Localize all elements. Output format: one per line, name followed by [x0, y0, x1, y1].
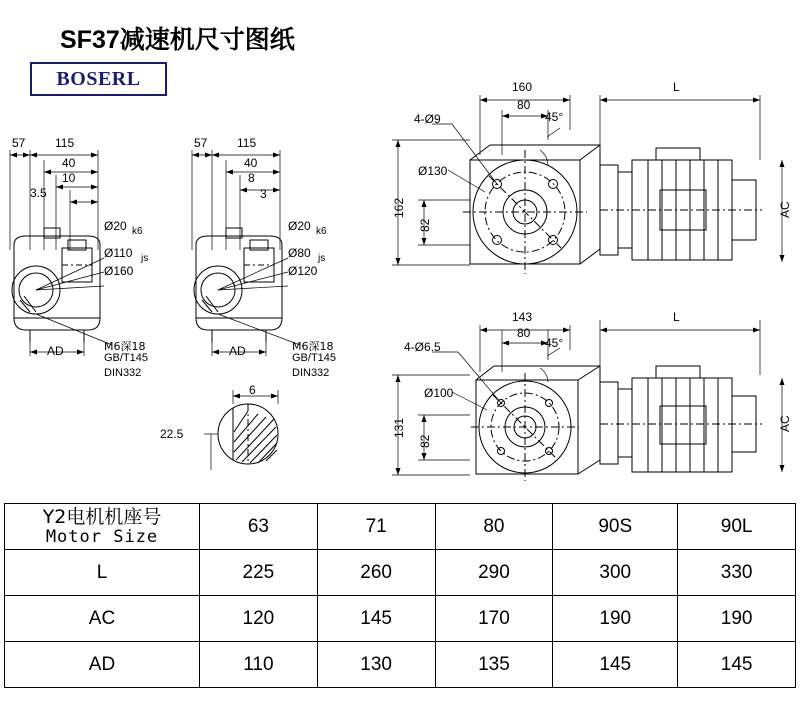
table-row: [5, 504, 796, 550]
dim-tr-45deg: 45°: [545, 110, 564, 124]
dim-left2-d20: Ø20: [288, 219, 311, 233]
table-row-header-ad: AD: [5, 642, 200, 688]
dim-left2-AD: AD: [229, 344, 246, 358]
table-cell: 170: [435, 596, 553, 642]
dim-left1-d20: Ø20: [104, 219, 127, 233]
table-cell: 135: [435, 642, 553, 688]
dim-left2-57: 57: [194, 136, 208, 150]
dim-br-AC: AC: [778, 415, 792, 432]
note-left1-m6: M6深18: [104, 340, 146, 353]
dim-br-d100: Ø100: [424, 386, 454, 400]
table-cell: 145: [678, 642, 796, 688]
dim-br-4xD65: 4-Ø6.5: [404, 340, 441, 354]
spec-table: [4, 503, 796, 688]
table-cell: 190: [553, 596, 678, 642]
dim-tr-162: 162: [392, 197, 406, 218]
dim-br-131: 131: [392, 417, 406, 438]
dim-left1-40: 40: [62, 156, 76, 170]
dim-left2-115: 115: [237, 136, 257, 150]
dim-tr-4xD9: 4-Ø9: [414, 112, 441, 126]
table-cell: 90L: [678, 504, 796, 550]
dim-tr-160: 160: [512, 80, 533, 94]
table-cell: 63: [200, 504, 318, 550]
table-row-header-ac: AC: [5, 596, 200, 642]
dim-key-6: 6: [249, 383, 256, 397]
table-row: [5, 642, 796, 688]
dim-tr-82: 82: [418, 218, 432, 232]
table-cell: 90S: [553, 504, 678, 550]
dim-key-22-5: 22.5: [160, 427, 184, 441]
dim-left1-d160: Ø160: [104, 264, 134, 278]
dim-left1-tol-k6: k6: [132, 226, 143, 237]
dim-left1-d110: Ø110: [104, 246, 133, 260]
dim-left1-tol-js: js: [141, 253, 149, 264]
dim-left2-3: 3: [260, 187, 267, 201]
dim-left1-3-5: 3.5: [30, 186, 47, 200]
note-left1-gb: GB/T145: [104, 352, 149, 364]
dim-left2-tol-js: js: [318, 253, 326, 264]
table-cell: 260: [317, 550, 435, 596]
dim-tr-d130: Ø130: [418, 164, 448, 178]
note-left2-m6: M6深18: [292, 340, 334, 353]
table-cell: 145: [317, 596, 435, 642]
dim-left1-10: 10: [62, 171, 76, 185]
dim-tr-L: L: [673, 80, 680, 94]
note-left1-din: DIN332: [104, 367, 142, 379]
table-cell: 290: [435, 550, 553, 596]
dim-tr-80: 80: [517, 98, 531, 112]
table-cell: 110: [200, 642, 318, 688]
dim-br-80: 80: [517, 326, 531, 340]
dim-left2-40: 40: [244, 156, 258, 170]
dim-left1-57: 57: [12, 136, 26, 150]
dim-left2-d120: Ø120: [288, 264, 318, 278]
page-title: SF37减速机尺寸图纸: [60, 26, 295, 54]
dim-br-L: L: [673, 310, 680, 324]
dim-tr-AC: AC: [778, 201, 792, 218]
table-row: [5, 596, 796, 642]
note-left2-din: DIN332: [292, 367, 330, 379]
dim-left2-tol-k6: k6: [316, 226, 327, 237]
table-cell: 330: [678, 550, 796, 596]
table-cell: 190: [678, 596, 796, 642]
table-cell: 300: [553, 550, 678, 596]
dim-left2-8: 8: [248, 171, 255, 185]
dim-br-143: 143: [512, 310, 533, 324]
dim-left2-d80: Ø80: [288, 246, 311, 260]
table-cell: 80: [435, 504, 553, 550]
table-cell: 120: [200, 596, 318, 642]
dim-br-82: 82: [418, 434, 432, 448]
logo-text: BOSERL: [56, 67, 141, 90]
table-row-header-l: L: [5, 550, 200, 596]
dim-br-45deg: 45°: [545, 336, 564, 350]
row-label-latin: Motor Size: [45, 526, 159, 547]
note-left2-gb: GB/T145: [292, 352, 337, 364]
table-row: [5, 550, 796, 596]
row-label-cjk: Y2电机机座号: [42, 505, 162, 528]
table-cell: 71: [317, 504, 435, 550]
table-cell: 225: [200, 550, 318, 596]
dim-left1-AD: AD: [47, 344, 64, 358]
table-row-header-motor-size: [5, 504, 200, 550]
dim-left1-115: 115: [55, 136, 75, 150]
table-cell: 130: [317, 642, 435, 688]
table-cell: 145: [553, 642, 678, 688]
